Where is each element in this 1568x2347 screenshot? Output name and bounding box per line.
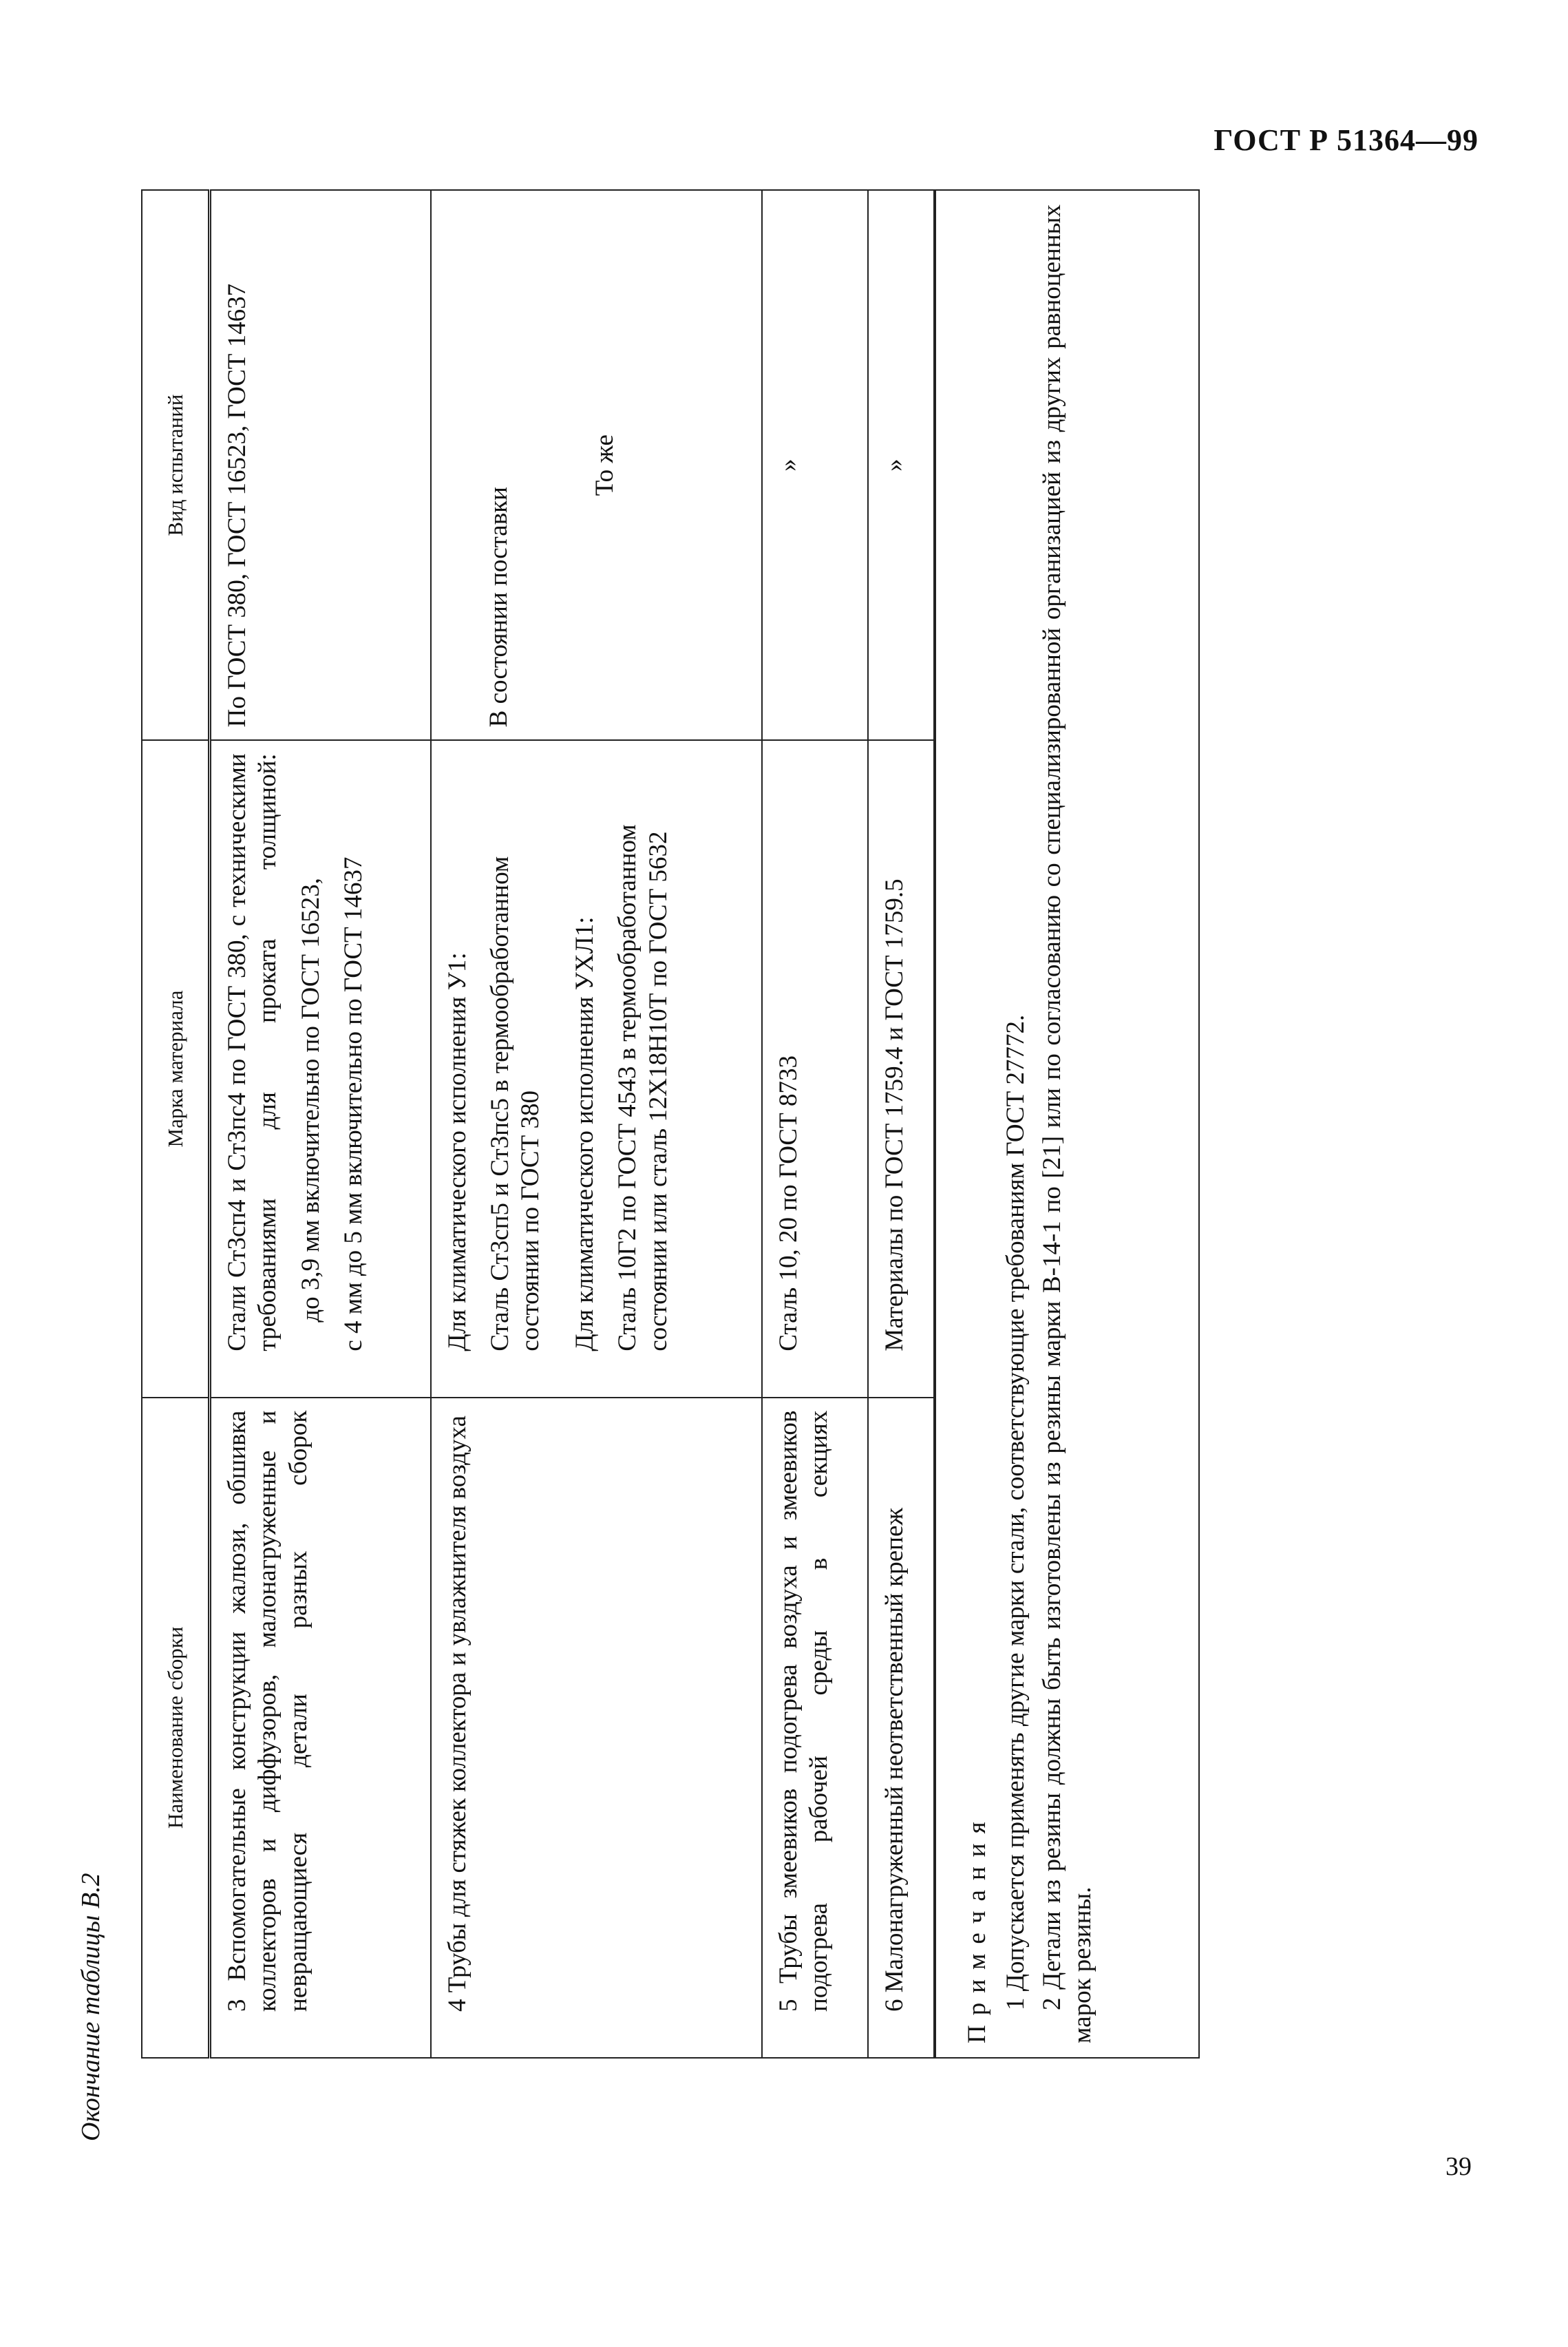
material-fasteners: Материалы по ГОСТ 1759.4 и ГОСТ 1759.5 [880, 878, 909, 1351]
notes-title: Примечания [963, 1812, 991, 2043]
cell-material [431, 740, 762, 1397]
column-header-assembly: Наименование сборки [142, 1398, 210, 2058]
page-number: 39 [1445, 2152, 1472, 2181]
test-type-u1: В состоянии поставки [484, 487, 513, 728]
assembly-name-6: 6 Малонагруженный неответственный крепеж [880, 1508, 909, 2012]
note-item: 2 Детали из резины должны быть изготовлены из резины марки В-14-1 по [21] или по согласованию со специализированной организацией из других равноценных марок резины. [1037, 204, 1097, 2043]
column-header-test: Вид испытаний [142, 190, 210, 740]
table-row [431, 190, 762, 2058]
material-st3-u1: Сталь Ст3сп5 и Ст3пс5 в термообработанном состоянии по ГОСТ 380 [486, 856, 545, 1351]
cell-material [762, 740, 868, 1397]
cell-test [762, 190, 868, 740]
material-steel-10-20: Сталь 10, 20 по ГОСТ 8733 [774, 1055, 803, 1351]
table-caption: Окончание таблицы В.2 [76, 1873, 105, 2141]
cell-assembly [762, 1398, 868, 2058]
cell-material [868, 740, 934, 1397]
climate-uhl1-heading: Для климатического исполнения УХЛ1: [570, 916, 599, 1351]
test-type-uhl1: То же [591, 434, 619, 496]
assembly-name-3: 3 Вспомогательные конструкции жалюзи, обшивка коллекторов и диффузоров, малонагруженные и невращающиеся детали разных сборок [223, 1410, 312, 2012]
rotated-content [62, 165, 1425, 2196]
rotated-content-frame [62, 165, 1425, 2196]
note-item: 1 Допускается применять другие марки стали, соответствующие требованиям ГОСТ 27772. [1002, 1014, 1030, 2010]
test-ditto-5: » [774, 459, 803, 472]
cell-test [868, 190, 934, 740]
table-header-row [142, 190, 210, 2058]
table-row [210, 190, 431, 2058]
material-steel-st3: Стали Ст3сп4 и Ст3пс4 по ГОСТ 380, с техническими требованиями для проката толщиной: [223, 753, 282, 1351]
cell-test [210, 190, 431, 740]
table-row [762, 190, 868, 2058]
cell-test [431, 190, 762, 740]
table-row [868, 190, 934, 2058]
material-thickness-1: до 3,9 мм включительно по ГОСТ 16523, [296, 878, 325, 1323]
climate-u1-heading: Для климатического исполнения У1: [443, 952, 472, 1351]
material-thickness-2: с 4 мм до 5 мм включительно по ГОСТ 14637 [339, 856, 368, 1351]
cell-material [210, 740, 431, 1397]
assembly-name-5: 5 Трубы змеевиков подогрева воздуха и змеевиков подогрева рабочей среды в секциях [774, 1410, 834, 2012]
assembly-name-4: 4 Трубы для стяжек коллектора и увлажнителя воздуха [443, 1415, 472, 2012]
cell-assembly [431, 1398, 762, 2058]
materials-table [141, 189, 935, 2059]
standard-designation: ГОСТ Р 51364—99 [1214, 123, 1479, 157]
material-10g2-uhl1: Сталь 10Г2 по ГОСТ 4543 в термообработанном состоянии или сталь 12Х18Н10Т по ГОСТ 5632 [613, 824, 672, 1351]
column-header-material: Марка материала [142, 740, 210, 1397]
cell-assembly [210, 1398, 431, 2058]
cell-assembly [868, 1398, 934, 2058]
test-ditto-6: » [880, 459, 909, 472]
notes-block [935, 189, 1200, 2059]
test-type-3: По ГОСТ 380, ГОСТ 16523, ГОСТ 14637 [223, 283, 251, 728]
